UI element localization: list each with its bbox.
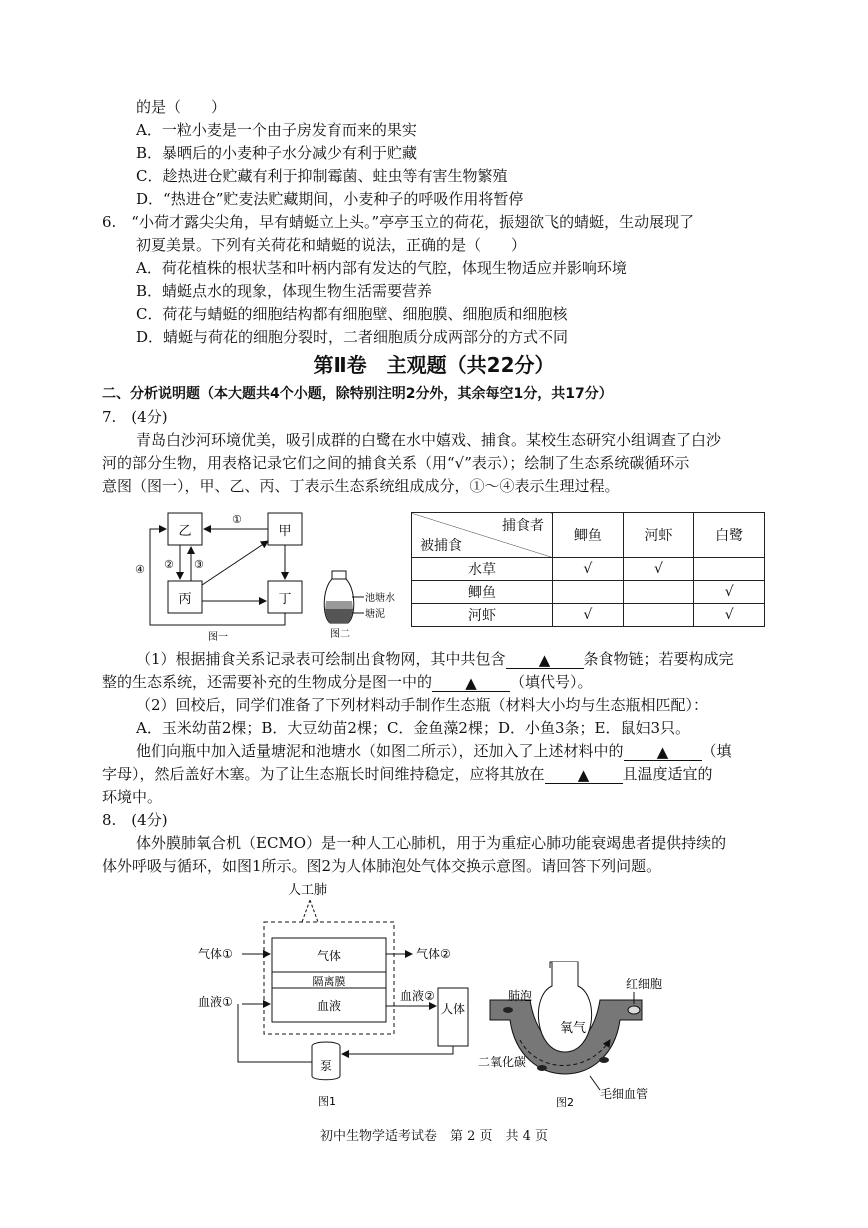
q7-number: 7. (4分) — [102, 408, 168, 426]
q8-para-1: 体外膜肺氧合机（ECMO）是一种人工心肺机，用于为重症心肺功能衰竭患者提供持续的 — [136, 834, 727, 852]
label-blood-out: 血液② — [400, 989, 435, 1003]
table-diagonal-header — [412, 513, 553, 558]
label-pump: 泵 — [319, 1059, 333, 1073]
section-heading: 二、分析说明题（本大题共4个小题，除特别注明2分外，其余每空1分，共17分） — [102, 386, 613, 402]
label-artificial-lung: 人工肺 — [288, 883, 328, 898]
column-header: 河虾 — [623, 513, 694, 558]
caption-fig1: 图一 — [208, 632, 228, 643]
label-pond-mud: 塘泥 — [365, 609, 385, 620]
q7-sub2-line3: 他们向瓶中加入适量塘泥和池塘水（如图二所示），还加入了上述材料中的 ▲ （填 — [136, 742, 732, 761]
q8-number: 8. (4分) — [102, 811, 168, 829]
caption-fig-2: 图2 — [556, 1096, 574, 1109]
predation-table — [411, 512, 765, 627]
answer-blank: ▲ — [432, 673, 510, 692]
q7-sub2-line1: （2）回校后，同学们准备了下列材料动手制作生态瓶（材料大小均与生态瓶相匹配）： — [136, 696, 709, 714]
table-cell: √ — [623, 558, 694, 581]
table-cell: √ — [694, 581, 765, 604]
q5-option-c: C．趁热进仓贮藏有利于抑制霉菌、蛀虫等有害生物繁殖 — [136, 167, 508, 185]
row-label: 水草 — [412, 558, 553, 581]
table-cell — [623, 581, 694, 604]
label-bing: 丙 — [178, 592, 192, 607]
jar-cork — [332, 571, 346, 579]
q7-sub1-line2: 整的生态系统，还需要补充的生物成分是图一中的 ▲ （填代号）。 — [102, 673, 593, 692]
label-pond-water: 池塘水 — [365, 593, 395, 604]
q6-option-d: D．蜻蜓与荷花的细胞分裂时，二者细胞质分成两部分的方式不同 — [136, 328, 569, 346]
q5-stem-end: 的是（ ） — [136, 98, 227, 116]
alveolus-icon — [538, 962, 591, 1052]
table-cell: √ — [553, 558, 624, 581]
row-label: 鲫鱼 — [412, 581, 553, 604]
label-gas-out: 气体② — [416, 947, 451, 961]
row-label: 河虾 — [412, 604, 553, 627]
q5-option-d: D．“热进仓”贮麦法贮藏期间，小麦种子的呼吸作用将暂停 — [136, 190, 524, 208]
q5-option-a: A．一粒小麦是一个由子房发育而来的果实 — [136, 121, 417, 139]
section-title: 第Ⅱ卷 主观题（共22分） — [313, 353, 555, 377]
label-membrane: 隔离膜 — [312, 975, 346, 988]
q6-option-c: C．荷花与蜻蜓的细胞结构都有细胞壁、细胞膜、细胞质和细胞核 — [136, 305, 568, 323]
q6-stem: 6. “小荷才露尖尖角，早有蜻蜓立上头。”亭亭玉立的荷花，振翅欲飞的蜻蜓，生动展现了 — [102, 213, 695, 231]
q7-para-2: 河的部分生物，用表格记录它们之间的捕食关系（用“√”表示）；绘制了生态系统碳循环示 — [102, 454, 690, 472]
label-gas-in: 气体① — [198, 947, 233, 961]
q7-sub2-line4: 字母），然后盖好木塞。为了让生态瓶长时间维持稳定，应将其放在 ▲ 且温度适宜的 — [102, 765, 713, 784]
table-row — [412, 558, 765, 581]
label-blood-in: 血液① — [198, 995, 233, 1009]
answer-blank: ▲ — [624, 742, 702, 761]
table-cell — [623, 604, 694, 627]
table-cell: √ — [694, 604, 765, 627]
label-oxygen: 氧气 — [560, 1021, 587, 1036]
q6-option-a: A．荷花植株的根状茎和叶柄内部有发达的气腔，体现生物适应并影响环境 — [136, 259, 627, 277]
caption-fig2: 图二 — [330, 629, 350, 640]
label-capillary: 毛细血管 — [600, 1087, 649, 1101]
label-ding: 丁 — [278, 592, 292, 607]
q5-option-b: B．暴晒后的小麦种子水分减少有利于贮藏 — [136, 144, 418, 162]
q7-sub1-line1: （1）根据捕食关系记录表可绘制出食物网，其中共包含 ▲ 条食物链；若要构成完 — [136, 650, 734, 669]
table-row — [412, 604, 765, 627]
page-footer: 初中生物学适考试卷 第 2 页 共 4 页 — [319, 1129, 549, 1144]
q7-para-3: 意图（图一），甲、乙、丙、丁表示生态系统组成成分，①～④表示生理过程。 — [102, 477, 620, 495]
q7-sub2-materials: A．玉米幼苗2棵；B．大豆幼苗2棵；C．金鱼藻2棵；D．小鱼3条；E．鼠妇3只。 — [136, 719, 691, 737]
body-box — [438, 988, 468, 1046]
red-blood-cell-icon — [628, 1006, 640, 1014]
answer-blank: ▲ — [506, 650, 584, 669]
q6-option-b: B．蜻蜓点水的现象，体现生物生活需要营养 — [136, 282, 433, 300]
label-process-4: ④ — [135, 563, 145, 576]
q6-stem-cont: 初夏美景。下列有关荷花和蜻蜓的说法，正确的是（ ） — [136, 236, 527, 254]
header-predator: 捕食者 — [502, 518, 544, 534]
table-cell: √ — [553, 604, 624, 627]
caption-fig-1: 图1 — [318, 1095, 336, 1108]
q8-para-2: 体外呼吸与循环，如图1所示。图2为人体肺泡处气体交换示意图。请回答下列问题。 — [102, 857, 662, 875]
column-header: 白鹭 — [694, 513, 765, 558]
column-header: 鲫鱼 — [553, 513, 624, 558]
table-row — [412, 581, 765, 604]
q8-figure — [190, 880, 710, 1115]
label-yi: 乙 — [178, 524, 192, 539]
q7-sub2-line5: 环境中。 — [102, 788, 163, 806]
label-co2: 二氧化碳 — [478, 1055, 527, 1069]
q7-para-1: 青岛白沙河环境优美，吸引成群的白鹭在水中嬉戏、捕食。某校生态研究小组调查了白沙 — [136, 431, 722, 449]
label-gas: 气体 — [316, 949, 342, 963]
q7-figure-carbon-cycle — [130, 505, 400, 645]
label-red-blood-cell: 红细胞 — [626, 977, 663, 991]
table-cell — [694, 558, 765, 581]
label-jia: 甲 — [278, 524, 292, 539]
label-process-1: ① — [232, 513, 242, 526]
table-header-row — [412, 513, 765, 558]
answer-blank: ▲ — [545, 765, 623, 784]
label-alveolus: 肺泡 — [508, 989, 533, 1003]
label-process-3: ③ — [194, 558, 204, 571]
label-blood: 血液 — [316, 999, 342, 1013]
table-cell — [553, 581, 624, 604]
header-prey: 被捕食 — [420, 538, 462, 554]
label-body: 人体 — [440, 1002, 466, 1016]
label-process-2: ② — [164, 558, 174, 571]
